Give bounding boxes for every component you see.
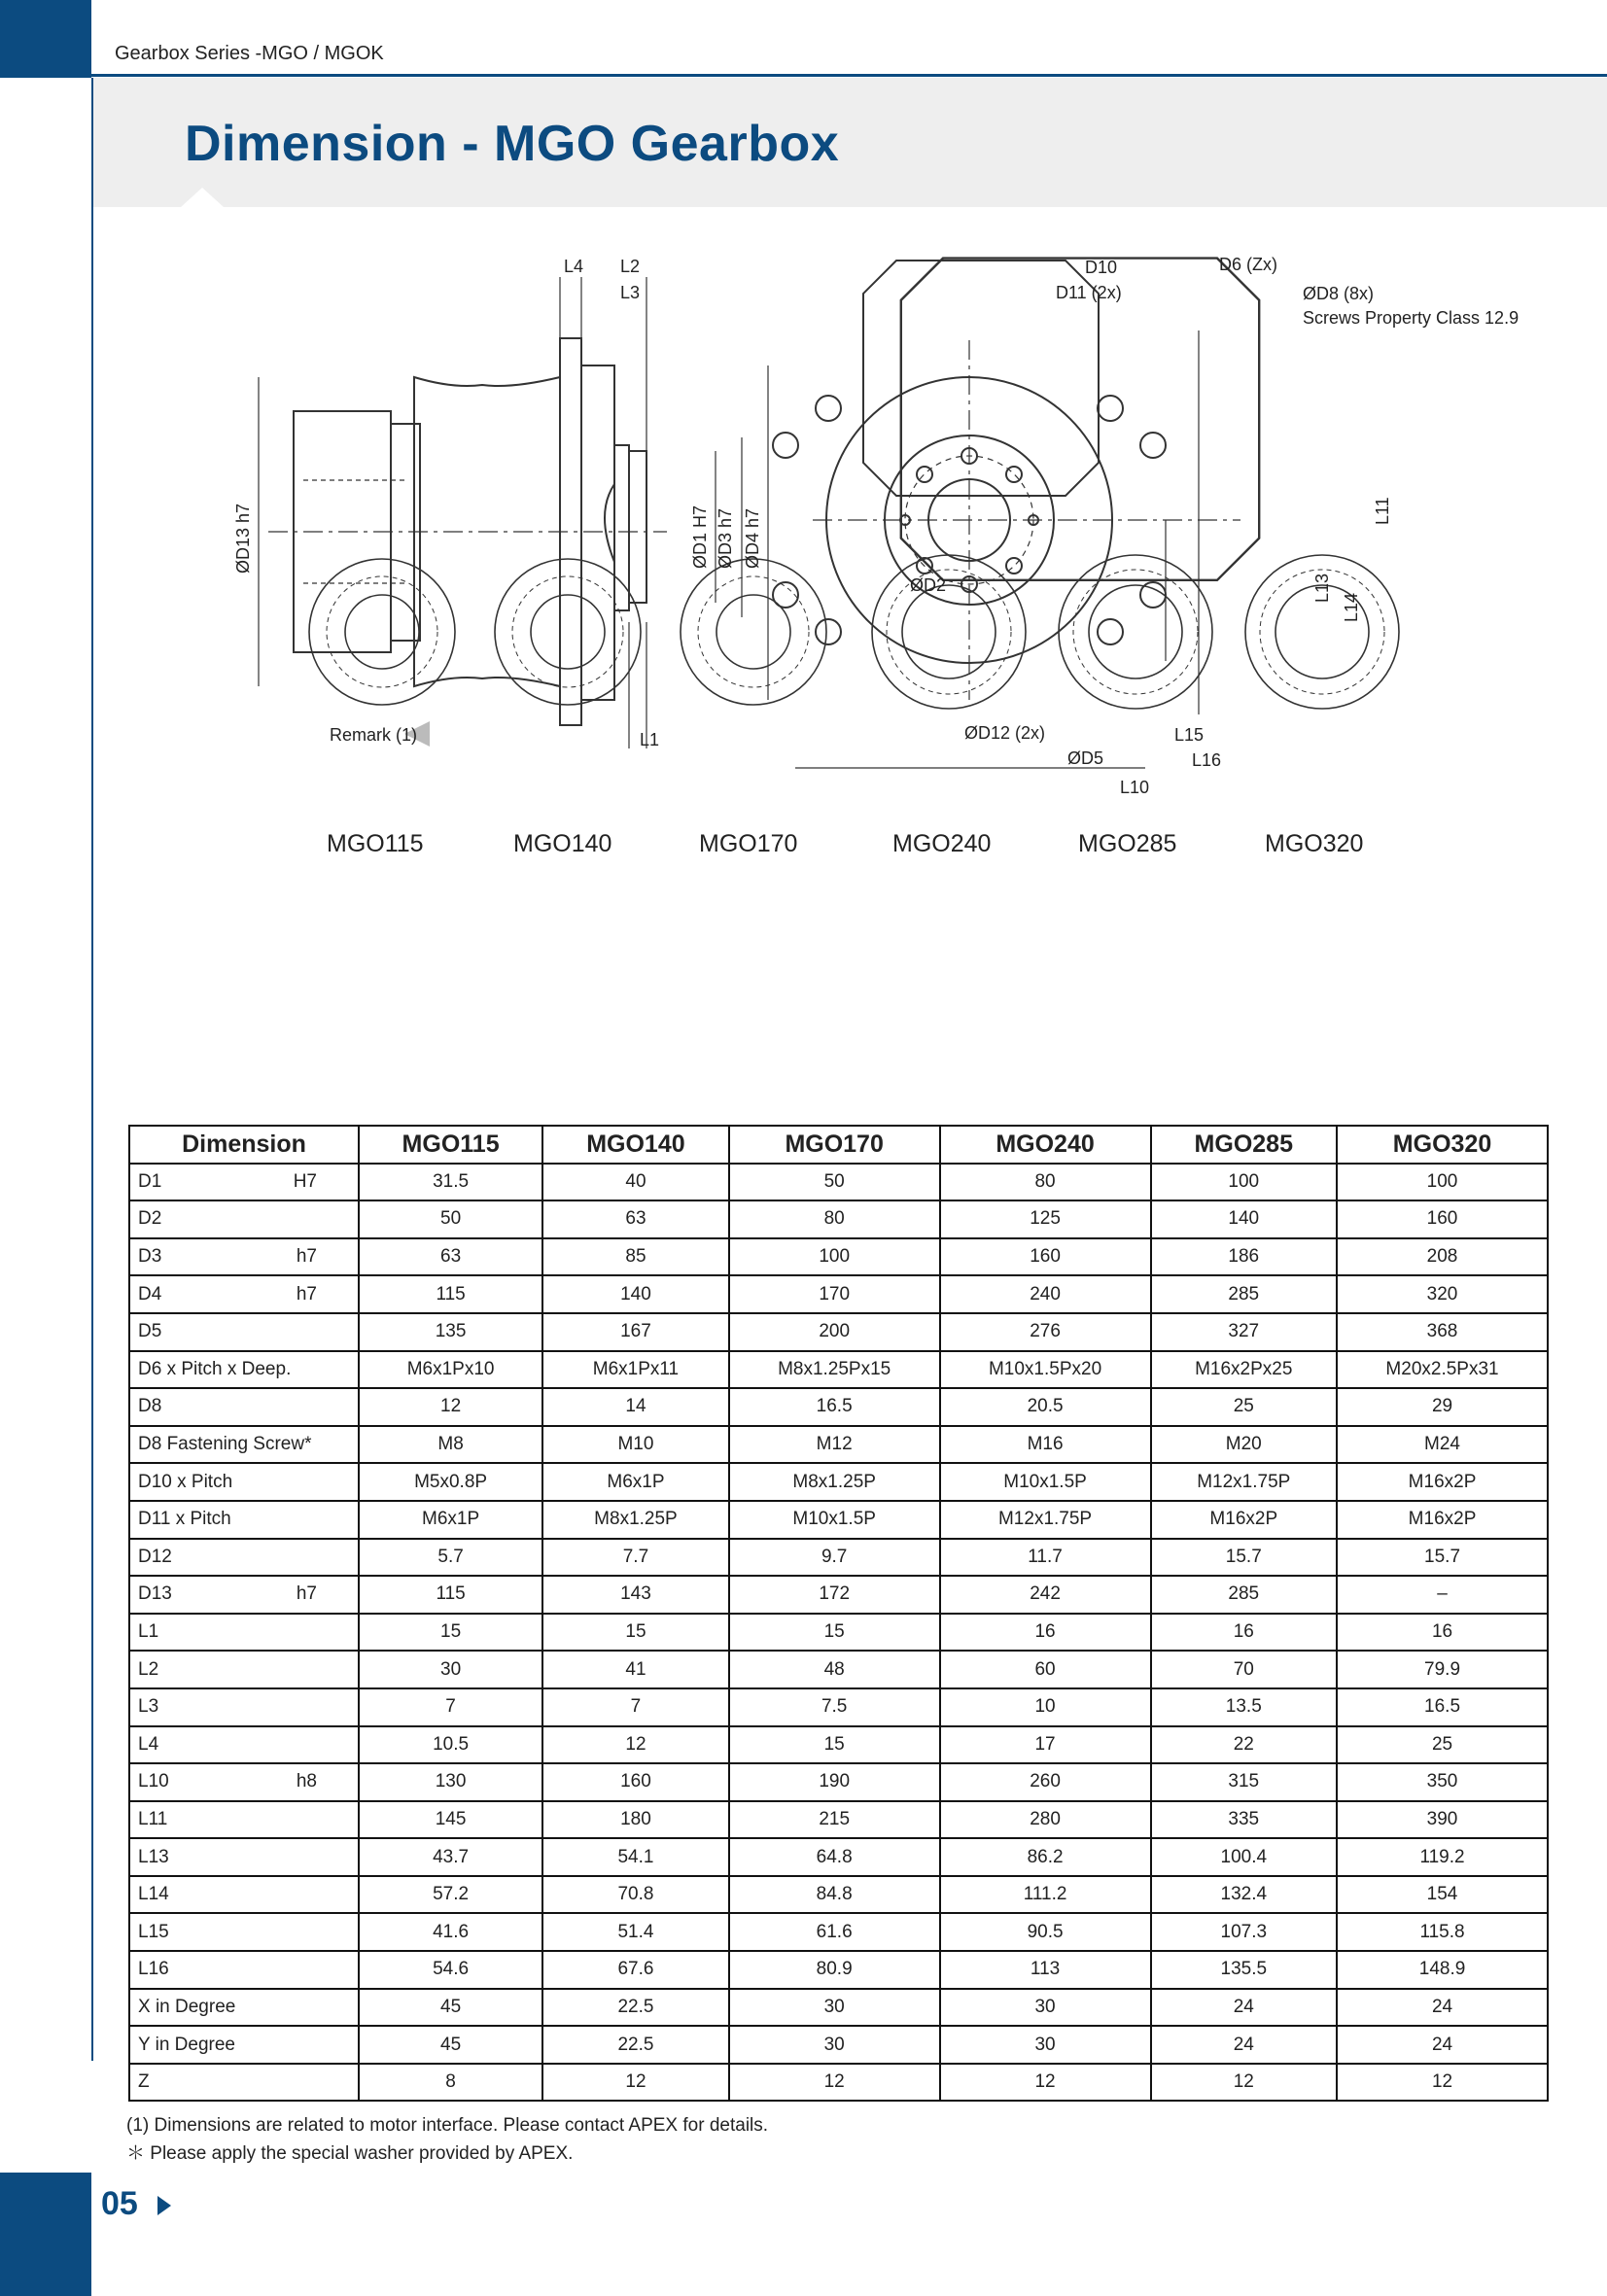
row-label (129, 1989, 359, 2027)
table-cell: M12x1.75P (1151, 1463, 1338, 1501)
table-row (129, 1164, 1548, 1201)
table-cell: 327 (1151, 1313, 1338, 1351)
flange-names (327, 830, 1363, 857)
table-cell: 12 (542, 2064, 729, 2102)
label-d1: ØD1 H7 (690, 504, 710, 569)
row-label (129, 1913, 359, 1951)
label-d3: ØD3 h7 (716, 507, 735, 569)
table-row (129, 1313, 1548, 1351)
table-cell: 7.5 (729, 1688, 940, 1726)
table-cell: 24 (1337, 2026, 1548, 2064)
table-cell: 242 (940, 1576, 1151, 1614)
dimension-table (128, 1125, 1549, 2102)
flange-name-285: MGO285 (1078, 830, 1177, 857)
row-label-name: D6 x Pitch x Deep. (138, 1358, 292, 1379)
table-cell: 186 (1151, 1238, 1338, 1276)
table-cell: 12 (729, 2064, 940, 2102)
row-label-name: D13 (138, 1583, 172, 1605)
row-label (129, 1688, 359, 1726)
column-header: MGO320 (1337, 1126, 1548, 1164)
table-cell: 48 (729, 1651, 940, 1688)
label-l15: L15 (1174, 725, 1205, 745)
table-cell: M24 (1337, 1426, 1548, 1464)
table-row (129, 1275, 1548, 1313)
table-cell: 132.4 (1151, 1876, 1338, 1914)
row-label (129, 1838, 359, 1876)
table-cell: 119.2 (1337, 1838, 1548, 1876)
label-l11: L11 (1373, 497, 1392, 525)
row-label-name: D11 x Pitch (138, 1509, 231, 1530)
table-cell: 285 (1151, 1576, 1338, 1614)
table-cell: 11.7 (940, 1539, 1151, 1577)
table-cell: 30 (940, 1989, 1151, 2027)
table-cell: – (1337, 1576, 1548, 1614)
row-label-name: L15 (138, 1921, 169, 1942)
table-cell: M16x2P (1337, 1463, 1548, 1501)
table-cell: 22.5 (542, 2026, 729, 2064)
table-cell: 167 (542, 1313, 729, 1351)
table-cell: 57.2 (359, 1876, 542, 1914)
row-label (129, 1576, 359, 1614)
table-cell: 31.5 (359, 1164, 542, 1201)
table-cell: 280 (940, 1801, 1151, 1839)
table-row (129, 1726, 1548, 1764)
table-cell: M8 (359, 1426, 542, 1464)
table-cell: 63 (542, 1200, 729, 1238)
row-label-name: D12 (138, 1546, 172, 1567)
row-label (129, 1801, 359, 1839)
row-label-name: L14 (138, 1884, 169, 1905)
row-label (129, 1501, 359, 1539)
label-d10: D10 (1085, 258, 1118, 277)
flange-row (309, 555, 1399, 709)
row-label-name: L11 (138, 1808, 168, 1829)
table-cell: 115 (359, 1576, 542, 1614)
table-cell: 22 (1151, 1726, 1338, 1764)
column-header: Dimension (129, 1126, 359, 1164)
table-cell: 24 (1337, 1989, 1548, 2027)
table-cell: 50 (729, 1164, 940, 1201)
label-screws: Screws Property Class 12.9 (1303, 308, 1520, 328)
title-notch (181, 188, 224, 207)
table-cell: 14 (542, 1388, 729, 1426)
table-cell: 16.5 (1337, 1688, 1548, 1726)
table-cell: 30 (940, 2026, 1151, 2064)
table-cell: 12 (1151, 2064, 1338, 2102)
label-d8: ØD8 (8x) (1303, 284, 1375, 303)
table-cell: 16 (1337, 1614, 1548, 1652)
table-cell: 8 (359, 2064, 542, 2102)
table-cell: 12 (1337, 2064, 1548, 2102)
label-l1: L1 (640, 730, 660, 749)
row-label (129, 1238, 359, 1276)
front-view (773, 259, 1259, 768)
table-cell: 70.8 (542, 1876, 729, 1914)
table-cell: 160 (940, 1238, 1151, 1276)
table-cell: 45 (359, 2026, 542, 2064)
table-cell: 15 (359, 1614, 542, 1652)
table-cell: 140 (542, 1275, 729, 1313)
row-label-name: D4 (138, 1283, 162, 1305)
table-cell: 15 (542, 1614, 729, 1652)
row-label-name: L2 (138, 1658, 159, 1680)
label-l4: L4 (564, 257, 584, 276)
table-row (129, 1539, 1548, 1577)
table-cell: 208 (1337, 1238, 1548, 1276)
row-label (129, 1388, 359, 1426)
table-cell: 200 (729, 1313, 940, 1351)
table-row (129, 2026, 1548, 2064)
row-label-name: L1 (138, 1621, 159, 1643)
table-cell: 113 (940, 1951, 1151, 1989)
row-label-name: D8 (138, 1396, 162, 1417)
table-cell: 100 (729, 1238, 940, 1276)
table-cell: M6x1P (359, 1501, 542, 1539)
table-row (129, 1351, 1548, 1389)
table-cell: 12 (940, 2064, 1151, 2102)
table-cell: 140 (1151, 1200, 1338, 1238)
table-row (129, 1614, 1548, 1652)
row-label (129, 2064, 359, 2102)
table-body (129, 1164, 1548, 2102)
table-cell: 29 (1337, 1388, 1548, 1426)
table-cell: 125 (940, 1200, 1151, 1238)
row-tolerance: h8 (296, 1771, 317, 1792)
table-cell: 135.5 (1151, 1951, 1338, 1989)
table-cell: 100 (1151, 1164, 1338, 1201)
table-cell: M16 (940, 1426, 1151, 1464)
table-row (129, 1951, 1548, 1989)
table-cell: 41 (542, 1651, 729, 1688)
table-cell: 30 (729, 1989, 940, 2027)
row-label-name: Z (138, 2071, 150, 2093)
table-row (129, 1388, 1548, 1426)
table-cell: 145 (359, 1801, 542, 1839)
table-cell: 90.5 (940, 1913, 1151, 1951)
table-cell: 54.6 (359, 1951, 542, 1989)
row-label (129, 1651, 359, 1688)
label-l10: L10 (1120, 778, 1150, 797)
row-label-name: L16 (138, 1959, 169, 1980)
table-cell: M10 (542, 1426, 729, 1464)
table-cell: 45 (359, 1989, 542, 2027)
table-cell: 70 (1151, 1651, 1338, 1688)
table-cell: 115.8 (1337, 1913, 1548, 1951)
row-label-name: D3 (138, 1246, 162, 1268)
table-cell: 180 (542, 1801, 729, 1839)
table-cell: M16x2P (1151, 1501, 1338, 1539)
table-cell: 115 (359, 1275, 542, 1313)
table-cell: 7 (359, 1688, 542, 1726)
series-header: Gearbox Series -MGO / MGOK (115, 43, 384, 64)
flange-name-240: MGO240 (892, 830, 992, 857)
table-cell: 368 (1337, 1313, 1548, 1351)
label-d13: ØD13 h7 (233, 503, 253, 574)
table-cell: M8x1.25P (729, 1463, 940, 1501)
page-title: Dimension - MGO Gearbox (185, 116, 840, 172)
column-header: MGO115 (359, 1126, 542, 1164)
row-label (129, 1614, 359, 1652)
table-cell: 160 (542, 1763, 729, 1801)
table-cell: M16x2Px25 (1151, 1351, 1338, 1389)
corner-block-bottom (0, 2173, 91, 2296)
table-cell: 85 (542, 1238, 729, 1276)
table-cell: 50 (359, 1200, 542, 1238)
table-row (129, 1876, 1548, 1914)
table-cell: 10.5 (359, 1726, 542, 1764)
footnotes (126, 2111, 768, 2168)
table-cell: 276 (940, 1313, 1151, 1351)
table-cell: 61.6 (729, 1913, 940, 1951)
row-tolerance: h7 (296, 1283, 317, 1305)
table-cell: 111.2 (940, 1876, 1151, 1914)
table-cell: 25 (1337, 1726, 1548, 1764)
table-cell: 40 (542, 1164, 729, 1201)
table-cell: 160 (1337, 1200, 1548, 1238)
table-cell: 60 (940, 1651, 1151, 1688)
table-cell: 67.6 (542, 1951, 729, 1989)
row-label (129, 1351, 359, 1389)
table-cell: M8x1.25Px15 (729, 1351, 940, 1389)
row-label (129, 2026, 359, 2064)
label-l2: L2 (620, 257, 641, 276)
table-cell: 335 (1151, 1801, 1338, 1839)
table-cell: 390 (1337, 1801, 1548, 1839)
table-cell: 15.7 (1337, 1539, 1548, 1577)
row-label-name: D8 Fastening Screw* (138, 1434, 312, 1455)
corner-block-top (0, 0, 91, 78)
label-l14: L14 (1342, 592, 1361, 622)
table-cell: 7.7 (542, 1539, 729, 1577)
table-cell: M20 (1151, 1426, 1338, 1464)
table-cell: 80.9 (729, 1951, 940, 1989)
table-row (129, 1576, 1548, 1614)
table-cell: 43.7 (359, 1838, 542, 1876)
table-cell: 172 (729, 1576, 940, 1614)
row-label (129, 1164, 359, 1201)
table-row (129, 1426, 1548, 1464)
table-cell: 63 (359, 1238, 542, 1276)
row-label (129, 1951, 359, 1989)
row-tolerance: H7 (293, 1170, 317, 1192)
table-cell: 148.9 (1337, 1951, 1548, 1989)
table-row (129, 2064, 1548, 2102)
table-cell: 20.5 (940, 1388, 1151, 1426)
table-row (129, 1651, 1548, 1688)
table-cell: 84.8 (729, 1876, 940, 1914)
row-label (129, 1763, 359, 1801)
label-d6: D6 (Zx) (1219, 255, 1277, 274)
label-d4: ØD4 h7 (743, 507, 762, 569)
table-cell: 350 (1337, 1763, 1548, 1801)
table-row (129, 1688, 1548, 1726)
table-cell: M12x1.75P (940, 1501, 1151, 1539)
row-label (129, 1539, 359, 1577)
row-label-name: D1 (138, 1170, 162, 1192)
table-cell: 17 (940, 1726, 1151, 1764)
table-cell: 80 (940, 1164, 1151, 1201)
footnote: ＊ Please apply the special washer provided by APEX. (126, 2143, 574, 2164)
table-cell: 154 (1337, 1876, 1548, 1914)
row-label (129, 1463, 359, 1501)
footnote: (1) Dimensions are related to motor interface. Please contact APEX for details. (126, 2115, 769, 2136)
table-cell: 25 (1151, 1388, 1338, 1426)
table-cell: 24 (1151, 1989, 1338, 2027)
table-cell: 30 (729, 2026, 940, 2064)
table-cell: 100 (1337, 1164, 1548, 1201)
table-cell: 16 (940, 1614, 1151, 1652)
table-cell: 16.5 (729, 1388, 940, 1426)
row-label (129, 1200, 359, 1238)
table-cell: 215 (729, 1801, 940, 1839)
table-cell: M10x1.5P (940, 1463, 1151, 1501)
column-header: MGO285 (1151, 1126, 1338, 1164)
table-cell: 12 (359, 1388, 542, 1426)
row-label-name: L13 (138, 1846, 169, 1867)
table-cell: 22.5 (542, 1989, 729, 2027)
table-cell: 260 (940, 1763, 1151, 1801)
table-cell: 7 (542, 1688, 729, 1726)
table-row (129, 1238, 1548, 1276)
table-cell: M6x1P (542, 1463, 729, 1501)
table-cell: 240 (940, 1275, 1151, 1313)
label-l13: L13 (1312, 573, 1332, 603)
row-label (129, 1313, 359, 1351)
table-cell: 64.8 (729, 1838, 940, 1876)
table-cell: M8x1.25P (542, 1501, 729, 1539)
row-label (129, 1426, 359, 1464)
column-header: MGO140 (542, 1126, 729, 1164)
row-label-name: X in Degree (138, 1996, 236, 2017)
label-d11: D11 (2x) (1056, 283, 1122, 302)
row-label-name: D2 (138, 1208, 162, 1230)
label-d12: ØD12 (2x) (964, 723, 1046, 743)
table-cell: 5.7 (359, 1539, 542, 1577)
label-d5: ØD5 (1067, 748, 1104, 768)
table-cell: 100.4 (1151, 1838, 1338, 1876)
table-cell: 13.5 (1151, 1688, 1338, 1726)
table-row (129, 1989, 1548, 2027)
header-rule (91, 74, 1607, 77)
row-label-name: L3 (138, 1696, 159, 1718)
table-cell: 80 (729, 1200, 940, 1238)
table-cell: 15 (729, 1614, 940, 1652)
table-cell: 135 (359, 1313, 542, 1351)
table-cell: 9.7 (729, 1539, 940, 1577)
table-cell: 12 (542, 1726, 729, 1764)
row-label-name: D5 (138, 1321, 162, 1342)
table-cell: 320 (1337, 1275, 1548, 1313)
table-cell: M20x2.5Px31 (1337, 1351, 1548, 1389)
table-header-row (129, 1126, 1548, 1164)
table-row (129, 1801, 1548, 1839)
table-cell: 285 (1151, 1275, 1338, 1313)
table-cell: M16x2P (1337, 1501, 1548, 1539)
table-cell: 143 (542, 1576, 729, 1614)
label-l16: L16 (1192, 750, 1222, 770)
table-cell: 190 (729, 1763, 940, 1801)
table-row (129, 1463, 1548, 1501)
table-cell: 15.7 (1151, 1539, 1338, 1577)
table-cell: 79.9 (1337, 1651, 1548, 1688)
table-cell: 54.1 (542, 1838, 729, 1876)
flange-name-140: MGO140 (513, 830, 612, 857)
table-cell: 86.2 (940, 1838, 1151, 1876)
row-tolerance: h7 (296, 1583, 317, 1605)
label-l3: L3 (620, 283, 641, 302)
table-cell: 315 (1151, 1763, 1338, 1801)
table-cell: 16 (1151, 1614, 1338, 1652)
row-label-name: D10 x Pitch (138, 1471, 233, 1492)
table-cell: M5x0.8P (359, 1463, 542, 1501)
next-arrow-icon (157, 2196, 171, 2215)
row-label (129, 1275, 359, 1313)
row-label-name: Y in Degree (138, 2034, 235, 2055)
label-d2: ØD2 (910, 575, 947, 595)
flange-name-320: MGO320 (1265, 830, 1364, 857)
table-row (129, 1763, 1548, 1801)
flange-name-115: MGO115 (327, 830, 424, 857)
table-cell: 130 (359, 1763, 542, 1801)
row-label (129, 1726, 359, 1764)
table-cell: 170 (729, 1275, 940, 1313)
row-label (129, 1876, 359, 1914)
row-label-name: L10 (138, 1771, 169, 1792)
table-cell: 51.4 (542, 1913, 729, 1951)
technical-drawing (93, 243, 1552, 1118)
row-label-name: L4 (138, 1733, 159, 1755)
table-cell: M6x1Px11 (542, 1351, 729, 1389)
column-header: MGO240 (940, 1126, 1151, 1164)
column-header: MGO170 (729, 1126, 940, 1164)
flange-name-170: MGO170 (699, 830, 798, 857)
table-row (129, 1200, 1548, 1238)
page-number: 05 (101, 2185, 138, 2222)
label-remark: Remark (1) (330, 725, 418, 745)
table-cell: 107.3 (1151, 1913, 1338, 1951)
table-cell: M12 (729, 1426, 940, 1464)
table-cell: 24 (1151, 2026, 1338, 2064)
table-cell: 10 (940, 1688, 1151, 1726)
table-cell: 15 (729, 1726, 940, 1764)
drawing-labels (233, 255, 1519, 797)
table-row (129, 1501, 1548, 1539)
table-cell: M6x1Px10 (359, 1351, 542, 1389)
table-row (129, 1838, 1548, 1876)
table-cell: M10x1.5Px20 (940, 1351, 1151, 1389)
table-cell: M10x1.5P (729, 1501, 940, 1539)
table-cell: 30 (359, 1651, 542, 1688)
table-cell: 41.6 (359, 1913, 542, 1951)
table-row (129, 1913, 1548, 1951)
row-tolerance: h7 (296, 1246, 317, 1268)
